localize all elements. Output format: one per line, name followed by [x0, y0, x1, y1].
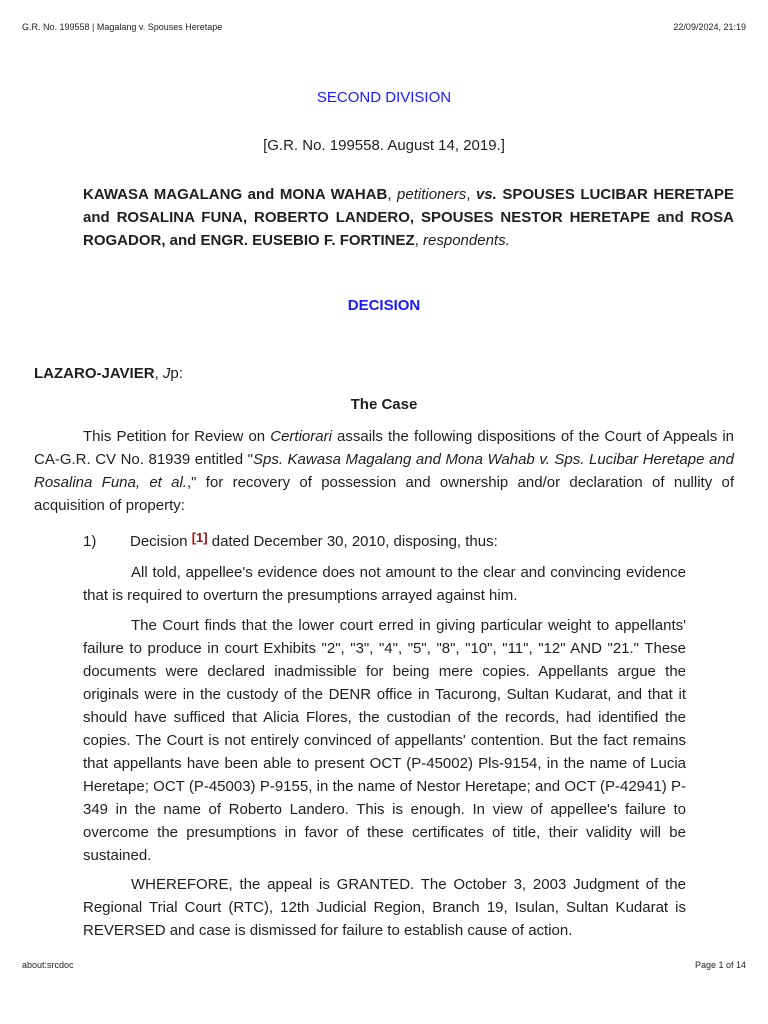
print-footer-url: about:srcdoc [22, 960, 74, 970]
petitioners-label: petitioners [397, 186, 467, 203]
list-item [83, 530, 734, 550]
print-footer [22, 960, 746, 970]
ponente [34, 365, 183, 382]
division-heading: SECOND DIVISION [316, 89, 452, 106]
list-item-text: dated December 30, 2010, disposing, thus: [207, 533, 498, 550]
decision-heading: DECISION [347, 297, 421, 314]
respondents-names: SPOUSES LUCIBAR HERETAPE and ROSALINA FUNA, ROBERTO LANDERO, SPOUSES NESTOR HERETAPE and ROSA ROGADOR, and ENGR. EUSEBIO F. FORTINEZ [83, 186, 734, 249]
intro-text: assails the following dispositions of the Court of Appeals in CA-G.R. CV No. 81939 entitled " [34, 428, 734, 468]
intro-case-title: Sps. Kawasa Magalang and Mona Wahab v. Sps. Lucibar Heretape and Rosalina Funa, et al. [34, 451, 734, 491]
list-item-number: 1) [83, 533, 97, 550]
ponente-name: LAZARO-JAVIER [34, 365, 155, 382]
ponente-j: J [162, 365, 171, 382]
parties-separator: , [387, 186, 398, 203]
print-header-title: G.R. No. 199558 | Magalang v. Spouses Heretape [22, 22, 223, 32]
parties-separator: , [466, 186, 476, 203]
intro-certiorari: Certiorari [270, 428, 332, 445]
parties-separator: , [414, 232, 424, 249]
print-header [22, 22, 746, 32]
intro-text: This Petition for Review on [83, 428, 271, 445]
quote-paragraph: WHEREFORE, the appeal is GRANTED. The October 3, 2003 Judgment of the Regional Trial Court (RTC), 12th Judicial Region, Branch 19, Isulan, Sultan Kudarat is REVERSED and case is dismissed for failure to establish cause of action. [83, 876, 686, 939]
print-header-datetime: 22/09/2024, 21:19 [673, 22, 746, 32]
respondents-label: respondents. [423, 232, 510, 249]
case-heading: The Case [350, 396, 418, 413]
petitioners-names: KAWASA MAGALANG and MONA WAHAB [83, 186, 388, 203]
ponente-suffix: p: [170, 365, 183, 382]
quote-paragraph: The Court finds that the lower court erred in giving particular weight to appellants' failure to produce in court Exhibits "2", "3", "4", "5", "8", "10", "11", "12" AND "21." These documents were declared inadmissible for being mere copies. Appellants argue the originals were in the custody of the DENR office in Tacurong, Sultan Kudarat, and that it should have sufficed that Alicia Flores, the custodian of the records, had identified the copies. The Court is not entirely convinced of appellants' contention. But the fact remains that appellants have been able to present OCT (P-45002) Pls-9154, in the name of Lucia Heretape; OCT (P-45003) P-9155, in the name of Nestor Heretape; and OCT (P-42941) P-349 in the name of Roberto Landero. This is enough. In view of appellee's failure to overcome the presumptions in favor of these certificates of title, their validity will be sustained. [83, 617, 686, 864]
versus-label: vs. [475, 186, 497, 203]
print-footer-page: Page 1 of 14 [694, 960, 746, 970]
gr-number: [G.R. No. 199558. August 14, 2019.] [263, 137, 505, 154]
intro-text: ," for recovery of possession and ownership and/or declaration of nullity of acquisition of property: [34, 474, 735, 514]
ponente-suffix: , [154, 365, 163, 382]
intro-paragraph [34, 425, 734, 517]
list-item-label: Decision [130, 533, 192, 550]
case-parties [83, 183, 734, 252]
quote-paragraph: All told, appellee's evidence does not amount to the clear and convincing evidence that is required to overturn the presumptions arrayed against him. [83, 564, 686, 604]
footnote-link[interactable]: [1] [191, 530, 208, 545]
